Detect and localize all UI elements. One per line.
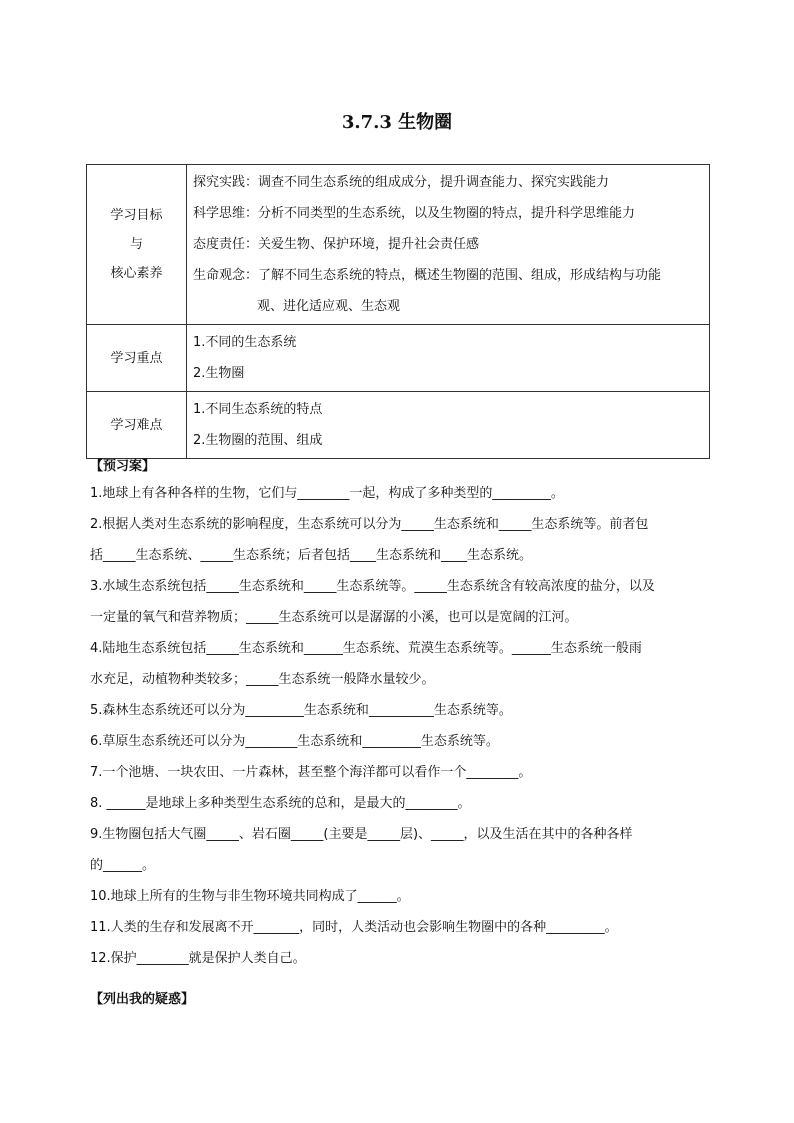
key-point: 1.不同的生态系统 — [193, 335, 297, 350]
question-line: 8. ______是地球上多种类型生态系统的总和，是最大的________。 — [90, 796, 471, 811]
question-line: 水充足，动植物种类较多；_____生态系统一般降水量较少。 — [90, 672, 435, 687]
question-line: 1.地球上有各种各样的生物，它们与________一起，构成了多种类型的_________。 — [90, 486, 564, 501]
question-line: 9.生物圈包括大气圈_____、岩石圈_____(主要是_____层)、_____，以及生活在其中的各种各样 — [90, 827, 633, 842]
difficult-point: 1.不同生态系统的特点 — [193, 402, 323, 417]
goals-label-line: 核心素养 — [110, 266, 163, 281]
question-line: 7.一个池塘、一块农田、一片森林，甚至整个海洋都可以看作一个________。 — [90, 765, 532, 780]
page-title: 3.7.3 生物圈 — [341, 112, 453, 133]
key-points-row — [87, 325, 710, 392]
goal-line: 态度责任：关爱生物、保护环境，提升社会责任感 — [193, 237, 480, 252]
question-line: 11.人类的生存和发展离不开_______，同时，人类活动也会影响生物圈中的各种_________。 — [90, 920, 618, 935]
doubts-heading: 【列出我的疑惑】 — [90, 992, 195, 1007]
question-line: 4.陆地生态系统包括_____生态系统和______生态系统、荒漠生态系统等。______生态系统一般雨 — [90, 641, 642, 656]
goal-line: 生命观念：了解不同生态系统的特点，概述生物圈的范围、组成，形成结构与功能 — [193, 268, 662, 283]
difficult-point: 2.生物圈的范围、组成 — [193, 433, 323, 448]
question-line: 括_____生态系统、_____生态系统；后者包括____生态系统和____生态系统。 — [90, 548, 533, 563]
goals-label-line: 学习目标 — [110, 208, 163, 223]
goal-line: 科学思维：分析不同类型的生态系统，以及生物圈的特点，提升科学思维能力 — [193, 206, 636, 221]
goals-content-cell — [187, 165, 710, 325]
goals-label-cell — [87, 165, 187, 325]
goal-line-continuation: 观、进化适应观、生态观 — [257, 299, 401, 314]
question-line: 2.根据人类对生态系统的影响程度，生态系统可以分为_____生态系统和_____生态系统等。前者包 — [90, 517, 649, 532]
goals-row — [87, 165, 710, 325]
question-line: 5.森林生态系统还可以分为_________生态系统和__________生态系统等。 — [90, 703, 512, 718]
objectives-table — [86, 164, 710, 459]
difficult-points-row — [87, 392, 710, 459]
question-line: 一定量的氧气和营养物质；_____生态系统可以是潺潺的小溪，也可以是宽阔的江河。 — [90, 610, 578, 625]
question-line: 10.地球上所有的生物与非生物环境共同构成了______。 — [90, 889, 410, 904]
key-points-label: 学习重点 — [87, 325, 187, 392]
goals-label-line: 与 — [129, 237, 143, 252]
difficult-points-cell — [187, 392, 710, 459]
key-point: 2.生物圈 — [193, 366, 245, 381]
key-points-cell — [187, 325, 710, 392]
question-line: 12.保护________就是保护人类自己。 — [90, 951, 306, 966]
goal-line: 探究实践：调查不同生态系统的组成成分，提升调查能力、探究实践能力 — [193, 175, 610, 190]
difficult-points-label: 学习难点 — [87, 392, 187, 459]
question-line: 的______。 — [90, 858, 156, 873]
preview-heading: 【预习案】 — [90, 459, 156, 474]
question-line: 6.草原生态系统还可以分为________生态系统和_________生态系统等。 — [90, 734, 499, 749]
question-line: 3.水域生态系统包括_____生态系统和_____生态系统等。_____生态系统含有较高浓度的盐分，以及 — [90, 579, 655, 594]
